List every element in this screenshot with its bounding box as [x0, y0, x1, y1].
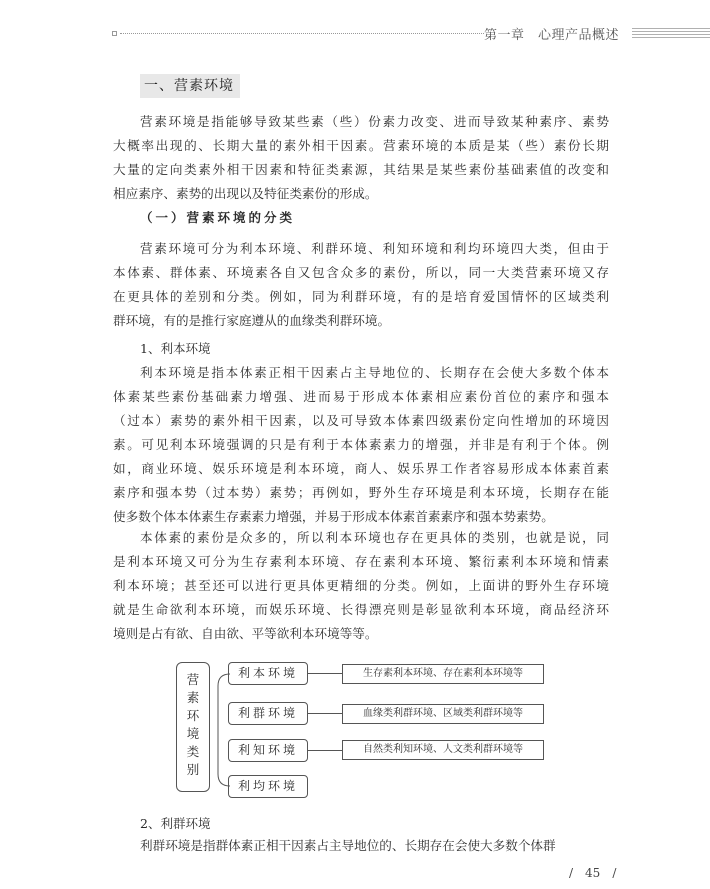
classification-diagram — [176, 660, 556, 800]
text-line: 在更具体的差别和分类。例如，同为利群环境，有的是培育爱国情怀的区域类利 — [113, 289, 609, 304]
root-char: 境 — [186, 726, 200, 741]
text-line: 营素环境可分为利本环境、利群环境、利知环境和利均环境四大类，但由于 — [140, 241, 609, 256]
category-box: 利知环境 — [228, 739, 308, 762]
text-line: 大概率出现的、长期大量的素外相干因素。营素环境的本质是某（些）素份长期 — [113, 138, 609, 153]
chapter-title: 第一章 心理产品概述 — [484, 28, 620, 43]
text-line: 利群环境是指群体素正相干因素占主导地位的、长期存在会使大多数个体群 — [140, 838, 556, 853]
root-char: 别 — [186, 762, 200, 777]
diagram-brace — [176, 660, 236, 800]
text-line: 如，商业环境、娱乐环境是利本环境，商人、娱乐界工作者容易形成本体素首素 — [113, 461, 609, 476]
header-stripe-decoration — [632, 28, 710, 40]
category-box: 利本环境 — [228, 662, 308, 685]
connector-line — [308, 750, 342, 751]
category-box: 利群环境 — [228, 702, 308, 725]
text-line: 大量的定向类素外相干因素和特征类素源，其结果是某些素份基础素值的改变和 — [113, 162, 609, 177]
category-box: 利均环境 — [228, 775, 308, 798]
page-number: / 45 / — [569, 866, 617, 880]
example-box: 血缘类利群环境、区域类利群环境等 — [342, 704, 544, 724]
text-line: 素序和强本势（过本势）素势；再例如，野外生存环境是利本环境，长期存在能 — [113, 485, 609, 500]
running-header — [112, 24, 710, 42]
root-char: 素 — [186, 690, 200, 705]
text-line: 利本环境；甚至还可以进行更具体更精细的分类。例如，上面讲的野外生存环境 — [113, 578, 609, 593]
text-line: （过本）素势的素外相干因素，以及可导致本体素四级素份定向性增加的环境因 — [113, 413, 609, 428]
example-box: 生存素利本环境、存在素利本环境等 — [342, 664, 544, 684]
connector-line — [308, 713, 342, 714]
text-line: 本体素的素份是众多的，所以利本环境也存在更具体的类别，也就是说，同 — [140, 530, 609, 545]
root-char: 营 — [186, 672, 200, 687]
item-heading-1: 1、利本环境 — [140, 341, 211, 356]
text-line: 境则是占有欲、自由欲、平等欲利本环境等等。 — [113, 626, 378, 641]
text-line: 是利本环境又可分为生存素利本环境、存在素利本环境、繁衍素利本环境和情素 — [113, 554, 609, 569]
header-square-mark — [112, 31, 117, 36]
text-line: 就是生命欲利本环境，而娱乐环境、长得漂亮则是彰显欲利本环境，商品经济环 — [113, 602, 609, 617]
item-heading-2: 2、利群环境 — [140, 816, 211, 831]
root-char: 类 — [186, 744, 200, 759]
text-line: 利本环境是指本体素正相干因素占主导地位的、长期存在会使大多数个体本 — [140, 365, 609, 380]
connector-line — [308, 673, 342, 674]
text-line: 相应素序、素势的出现以及特征类素份的形成。 — [113, 186, 378, 201]
text-line: 使多数个体本体素生存素素力增强，并易于形成本体素首素素序和强本势素势。 — [113, 509, 554, 524]
root-char: 环 — [186, 708, 200, 723]
text-line: 素。可见利本环境强调的只是有利于本体素素力的增强，并非是有利于个体。例 — [113, 437, 609, 452]
text-line: 群环境，有的是推行家庭遵从的血缘类利群环境。 — [113, 313, 391, 328]
section-title: 一、营素环境 — [140, 74, 240, 98]
subsection-heading: （一）营素环境的分类 — [140, 210, 296, 225]
text-line: 体素某些素份基础素力增强、进而易于形成本体素相应素份首位的素序和强本 — [113, 389, 609, 404]
text-line: 营素环境是指能够导致某些素（些）份素力改变、进而导致某种素序、素势 — [140, 114, 609, 129]
example-box: 自然类利知环境、人文类利群环境等 — [342, 740, 544, 760]
header-dotted-rule — [120, 33, 484, 34]
text-line: 本体素、群体素、环境素各自又包含众多的素份，所以，同一大类营素环境又存 — [113, 265, 609, 280]
